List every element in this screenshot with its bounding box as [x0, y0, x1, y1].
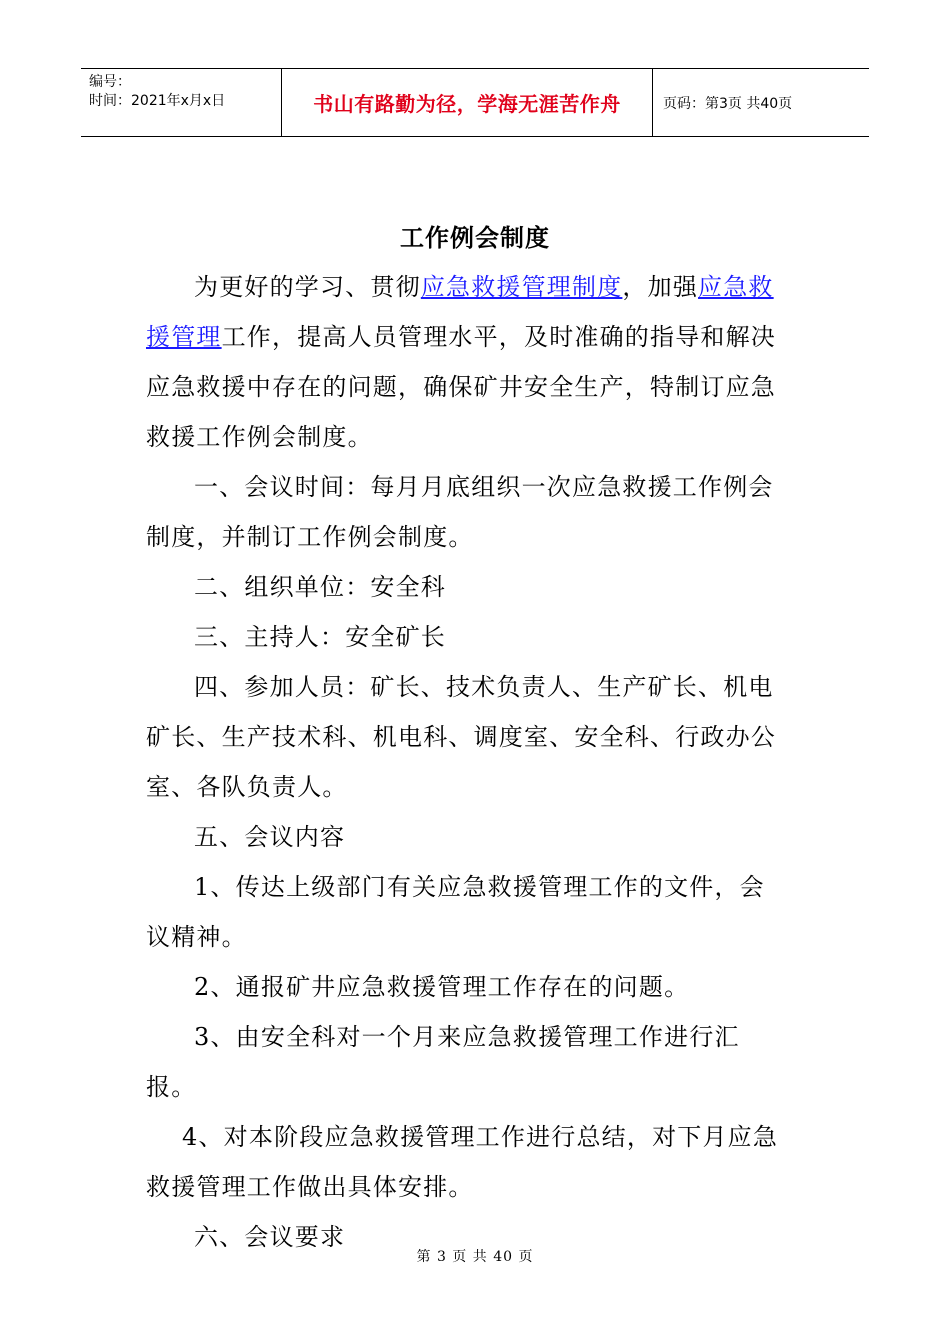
meeting-requirements-heading: 六、会议要求: [194, 1223, 346, 1251]
host-paragraph: 三、主持人：安全矿长: [194, 623, 446, 651]
meeting-time-paragraph: 一、会议时间：每月月底组织一次应急救援工作例会制度，并制订工作例会制度。: [146, 473, 774, 551]
document-title: 工作例会制度: [400, 224, 550, 252]
header-number-label: 编号：: [89, 74, 131, 90]
header-page-info: 页码：第3页 共40页: [663, 95, 793, 112]
header-motto: 书山有路勤为径，学海无涯苦作舟: [281, 69, 653, 136]
intro-paragraph: [146, 262, 786, 462]
emergency-rescue-management-link[interactable]: 应急救援管理: [146, 273, 774, 351]
page-header: [81, 68, 869, 137]
attendees-paragraph: 四、参加人员：矿长、技术负责人、生产矿长、机电矿长、生产技术科、机电科、调度室、安全科、行政办公室、各队负责人。: [146, 673, 776, 801]
document-body: [146, 262, 786, 1262]
header-date-label: 时间：2021年x月x日: [89, 93, 226, 109]
content-item-4: 4、对本阶段应急救援管理工作进行总结，对下月应急救援管理工作做出具体安排。: [146, 1123, 779, 1201]
intro-text-1: 为更好的学习、贯彻: [194, 273, 421, 301]
meeting-content-heading: 五、会议内容: [194, 823, 346, 851]
emergency-rescue-regulation-link[interactable]: 应急救援管理制度: [420, 273, 623, 301]
content-item-1: 1、传达上级部门有关应急救援管理工作的文件，会议精神。: [146, 873, 765, 951]
intro-text-2: ，加强: [622, 273, 699, 301]
intro-text-3: 工作，提高人员管理水平，及时准确的指导和解决应急救援中存在的问题，确保矿井安全生产，特制订应急救援工作例会制度。: [146, 323, 777, 451]
content-item-2: 2、通报矿井应急救援管理工作存在的问题。: [194, 973, 690, 1001]
organizer-paragraph: 二、组织单位：安全科: [194, 573, 446, 601]
content-item-3: 3、由安全科对一个月来应急救援管理工作进行汇报。: [146, 1023, 740, 1101]
page-footer: 第 3 页 共 40 页: [416, 1249, 534, 1265]
header-meta: [81, 69, 281, 136]
